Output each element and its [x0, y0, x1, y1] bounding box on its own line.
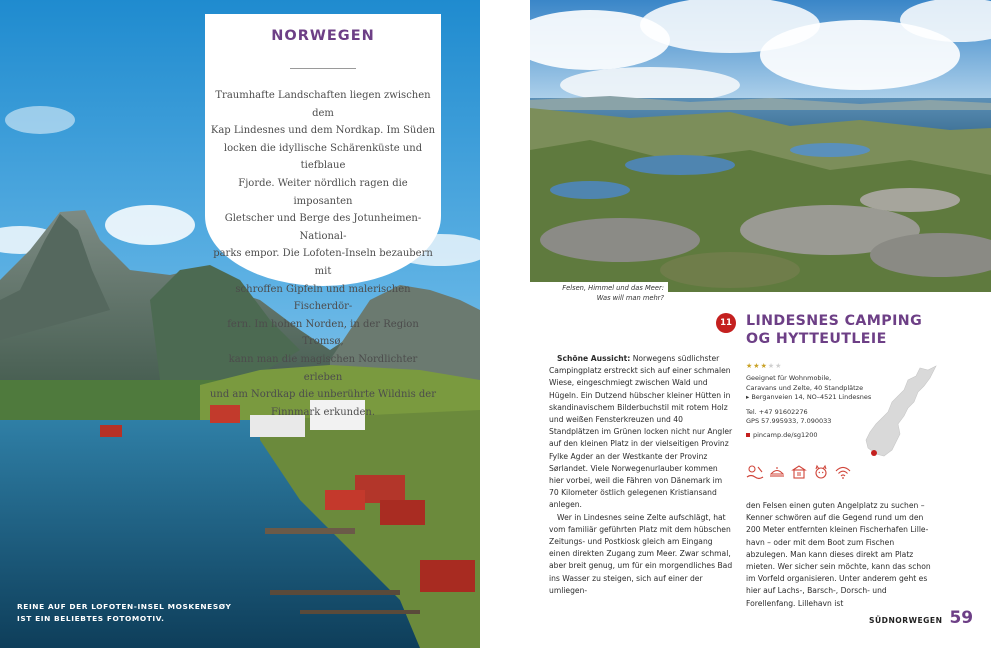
photo-caption-right	[530, 282, 668, 307]
intro-line: schroffen Gipfeln und malerischen Fischerdör-	[235, 283, 411, 313]
body-column-1	[549, 353, 733, 597]
body-paragraph: Wer in Lindesnes seine Zelte aufschlägt, hat vom familiär geführten Platz mit dem hübschen Zeitungs- und Postkiosk gleich am Eingang einen direkten Zugang zum Meer. Zwar schmal, aber breit genug, um für ein morgendliches Bad ins Wasser zu steigen, sich auf einer der umliegen-	[549, 512, 733, 595]
caption-line: Felsen, Himmel und das Meer:	[562, 284, 664, 292]
intro-line: Fjorde. Weiter nördlich ragen die imposanten	[238, 177, 408, 207]
star-icon: ★	[775, 362, 783, 370]
info-capacity: Caravans und Zelte, 40 Standplätze	[746, 383, 864, 392]
pets-icon	[812, 463, 830, 481]
intro-box	[205, 14, 441, 418]
lead-in: Schöne Aussicht:	[557, 354, 631, 363]
star-icon: ★	[746, 362, 754, 370]
campsite-title	[746, 312, 986, 348]
star-icon: ★	[760, 362, 768, 370]
section-label: SÜDNORWEGEN	[869, 616, 943, 625]
info-suitable: Geeignet für Wohnmobile,	[746, 374, 832, 383]
page-footer	[869, 608, 973, 626]
intro-title: NORWEGEN	[271, 28, 375, 44]
shop-icon	[790, 463, 808, 481]
title-line: OG HYTTEUTLEIE	[746, 331, 887, 347]
divider	[290, 68, 356, 69]
entry-number-badge: 11	[716, 313, 736, 333]
dining-icon	[768, 463, 786, 481]
star-icon: ★	[753, 362, 761, 370]
caption-line: REINE AUF DER LOFOTEN-INSEL MOSKENESØY	[17, 602, 232, 611]
location-marker	[871, 450, 877, 456]
caption-line: Was will man mehr?	[596, 293, 664, 302]
intro-line: fern. Im hohen Norden, in der Region Tromsø,	[227, 318, 419, 348]
link-bullet-icon	[746, 433, 750, 437]
wifi-icon	[834, 463, 852, 481]
paragraph-text: Norwegens südlichster Campingplatz erstreckt sich auf einer schmalen Wiese, eingeschmiegt zwischen Wald und Hügeln. Ein Dutzend hübscher kleiner Hütten in skandinavischem Bilderbuchstil mit rotem Holz und weißen Fensterkreuzen und 40 Standplätzen im Grünen locken nicht nur Angler auf den kleinen Platz in der vielseitigen Provinz Fylke Agder an der Westkante der Provinz Sørlandet. Viele Norwegenurlauber kommen hier vorbei, weil die Fähren von Dänemark im 70 Kilometer östlich gelegenen Kristiansand anlegen.	[549, 354, 733, 510]
star-icon: ★	[767, 362, 776, 370]
norway-locator-map	[858, 362, 940, 462]
info-link[interactable]: pincamp.de/sg1200	[753, 431, 818, 440]
left-page	[0, 0, 480, 648]
intro-line: locken die idyllische Schärenküste und tiefblaue	[223, 142, 423, 172]
body-paragraph: den Felsen einen guten Angelplatz zu suchen – Kenner schwören auf die Gegend rund um den 200 Meter entfernten kleinen Fischerhafen Lillehavn – oder mit dem Boot zum Fischen abzulegen. Man kann dieses direkt am Platz mieten. Wer sicher sein möchte, kann das schon im Vorfeld organisieren. Unter anderem geht es hier auf Lachs-, Barsch-, Dorsch- und Forellenfang. Lillehavn ist	[746, 501, 931, 608]
sun-beach-icon	[746, 463, 764, 481]
intro-line: parks empor. Die Lofoten-Inseln bezaubern mit	[213, 248, 433, 277]
photo-caption-left	[17, 601, 277, 625]
caption-line: IST EIN BELIEBTES FOTOMOTIV.	[17, 614, 165, 623]
body-column-2	[746, 500, 938, 610]
intro-line: Gletscher und Berge des Jotunheimen-National-	[224, 213, 422, 242]
intro-line: Finnmark erkunden.	[270, 406, 376, 418]
intro-line: und am Nordkap die unberührte Wildnis der	[209, 389, 437, 401]
title-line: LINDESNES CAMPING	[746, 313, 923, 329]
intro-line: Traumhafte Landschaften liegen zwischen dem	[215, 90, 431, 119]
body-paragraph	[549, 353, 733, 512]
amenity-icons	[746, 462, 856, 482]
info-phone: Tel. +47 91602276	[746, 407, 808, 416]
intro-text	[205, 87, 441, 421]
info-gps: GPS 57.995933, 7.090033	[746, 417, 832, 426]
page-number: 59	[949, 608, 974, 628]
intro-line: kann man die magischen Nordlichter erleben	[228, 353, 418, 383]
info-address: ▸ Berganveien 14, NO–4521 Lindesnes	[746, 393, 872, 402]
intro-line: Kap Lindesnes und dem Nordkap. Im Süden	[210, 125, 436, 137]
rocky-coast-photo	[530, 0, 991, 292]
